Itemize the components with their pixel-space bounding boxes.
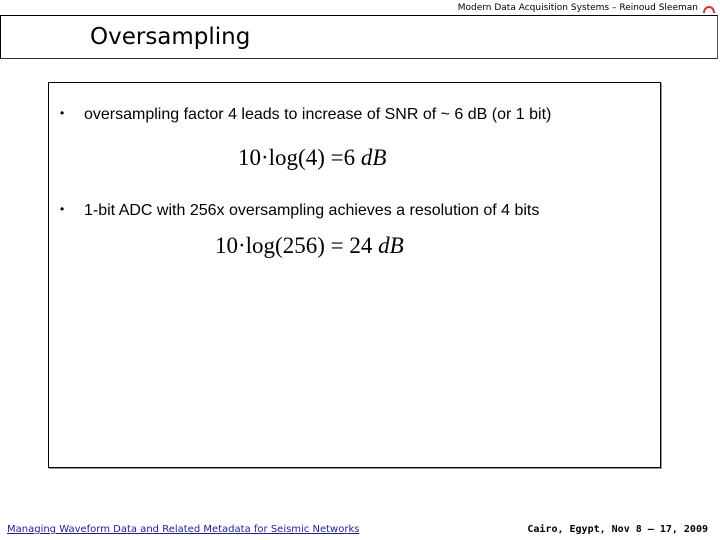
bullet-item (60, 106, 551, 124)
formula (238, 145, 386, 171)
formula-unit: dB (378, 233, 404, 258)
formula-unit: dB (360, 145, 387, 170)
bullet-dot: • (60, 106, 65, 120)
page-title: Oversampling (90, 24, 251, 50)
formula-equals: =6 (330, 145, 356, 170)
bullet-item (60, 202, 539, 220)
formula (215, 233, 404, 259)
bullet-text: 1-bit ADC with 256x oversampling achieves a resolution of 4 bits (84, 202, 540, 219)
logo-icon (702, 2, 716, 14)
bullet-dot: • (60, 202, 65, 216)
footer-link[interactable]: Managing Waveform Data and Related Metadata for Seismic Networks (7, 524, 360, 535)
formula-lhs: 10·log(256) (215, 233, 325, 258)
footer-location-date: Cairo, Egypt, Nov 8 – 17, 2009 (527, 524, 708, 535)
formula-lhs: 10·log(4) (238, 145, 325, 170)
content-box (48, 82, 661, 468)
formula-equals: = 24 (330, 233, 373, 258)
header-credit: Modern Data Acquisition Systems – Reinoud Sleeman (457, 3, 698, 13)
bullet-text: oversampling factor 4 leads to increase of SNR of ~ 6 dB (or 1 bit) (84, 106, 552, 123)
